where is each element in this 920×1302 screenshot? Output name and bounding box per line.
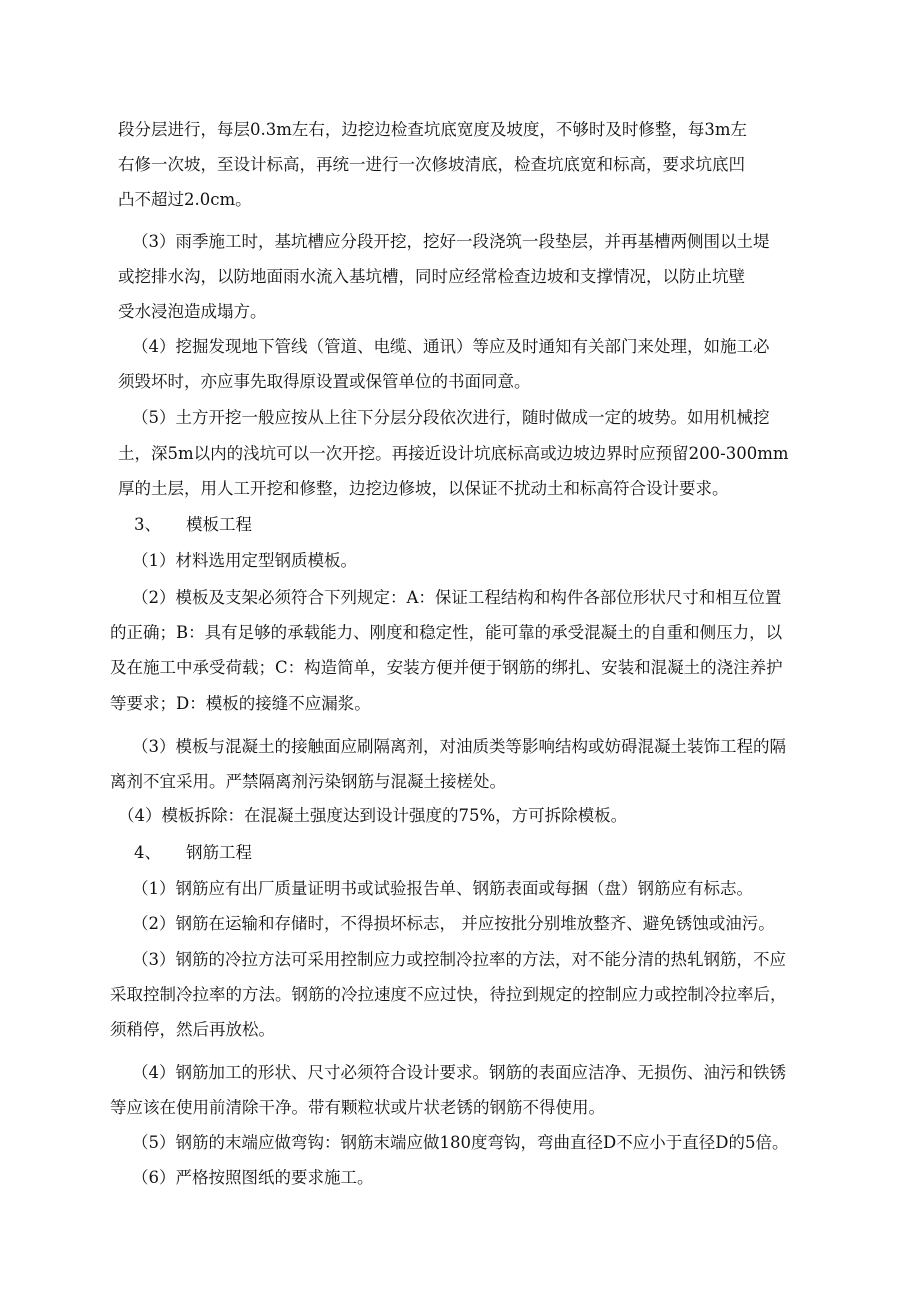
text-line: （3）雨季施工时，基坑槽应分段开挖，挖好一段浇筑一段垫层，并再基槽两侧围以土堤 — [132, 232, 770, 251]
text-line: （2）模板及支架必须符合下列规定：A：保证工程结构和构件各部位形状尺寸和相互位置 — [132, 588, 782, 607]
text-line: 受水浸泡造成塌方。 — [118, 302, 267, 321]
text-line: 厚的土层，用人工开挖和修整，边挖边修坡，以保证不扰动土和标高符合设计要求。 — [118, 479, 729, 498]
text-line: 右修一次坡，至设计标高，再统一进行一次修坡清底，检查坑底宽和标高，要求坑底凹 — [118, 155, 745, 174]
text-line: 及在施工中承受荷载；C：构造简单，安装方便并便于钢筋的绑扎、安装和混凝土的浇注养护 — [110, 658, 783, 677]
text-line: （4）模板拆除：在混凝土强度达到设计强度的75%，方可拆除模板。 — [118, 806, 628, 825]
text-line: 段分层进行，每层0.3m左右，边挖边检查坑底宽度及坡度，不够时及时修整，每3m左 — [118, 120, 748, 139]
text-line: 须毁坏时，亦应事先取得原设置或保管单位的书面同意。 — [118, 372, 531, 391]
text-line: （6）严格按照图纸的要求施工。 — [132, 1168, 374, 1187]
text-line: 凸不超过2.0cm。 — [118, 190, 252, 209]
text-line: （2）钢筋在运输和存储时，不得损坏标志， 并应按批分别堆放整齐、避免锈蚀或油污。 — [132, 914, 775, 933]
text-line: （5）土方开挖一般应按从上往下分层分段依次进行，随时做成一定的坡势。如用机械挖 — [132, 408, 770, 427]
text-line: 等应该在使用前清除干净。带有颗粒状或片状老锈的钢筋不得使用。 — [110, 1098, 605, 1117]
section-number: 3、 — [134, 515, 161, 534]
text-line: 等要求；D：模板的接缝不应漏浆。 — [110, 694, 371, 713]
text-line: （5）钢筋的末端应做弯钩：钢筋末端应做180度弯钩，弯曲直径D不应小于直径D的5倍。 — [132, 1133, 789, 1152]
text-line: （4）钢筋加工的形状、尺寸必须符合设计要求。钢筋的表面应洁净、无损伤、油污和铁锈 — [132, 1063, 786, 1082]
text-line: 或挖排水沟，以防地面雨水流入基坑槽，同时应经常检查边坡和支撑情况，以防止坑壁 — [118, 267, 745, 286]
section-number: 4、 — [134, 843, 161, 862]
section-heading — [134, 515, 252, 535]
text-line: （1）钢筋应有出厂质量证明书或试验报告单、钢筋表面或每捆（盘）钢筋应有标志。 — [132, 879, 753, 898]
text-line: 的正确；B：具有足够的承载能力、刚度和稳定性，能可靠的承受混凝土的自重和侧压力，以 — [110, 623, 783, 642]
section-title: 模板工程 — [186, 515, 252, 534]
section-heading — [134, 843, 252, 863]
text-line: （1）材料选用定型钢质模板。 — [132, 551, 357, 570]
text-line: 土，深5m以内的浅坑可以一次开挖。再接近设计坑底标高或边坡边界时应预留200-300mm — [118, 444, 789, 463]
text-line: 须稍停，然后再放松。 — [110, 1020, 275, 1039]
section-title: 钢筋工程 — [186, 843, 252, 862]
text-line: （3）模板与混凝土的接触面应刷隔离剂，对油质类等影响结构或妨碍混凝土装饰工程的隔 — [132, 737, 786, 756]
text-line: （3）钢筋的冷拉方法可采用控制应力或控制冷拉率的方法，对不能分清的热轧钢筋，不应 — [132, 950, 786, 969]
text-line: 采取控制冷拉率的方法。钢筋的冷拉速度不应过快，待拉到规定的控制应力或控制冷拉率后， — [110, 985, 787, 1004]
text-line: 离剂不宜采用。严禁隔离剂污染钢筋与混凝土接槎处。 — [110, 772, 506, 791]
text-line: （4）挖掘发现地下管线（管道、电缆、通讯）等应及时通知有关部门来处理，如施工必 — [132, 337, 770, 356]
